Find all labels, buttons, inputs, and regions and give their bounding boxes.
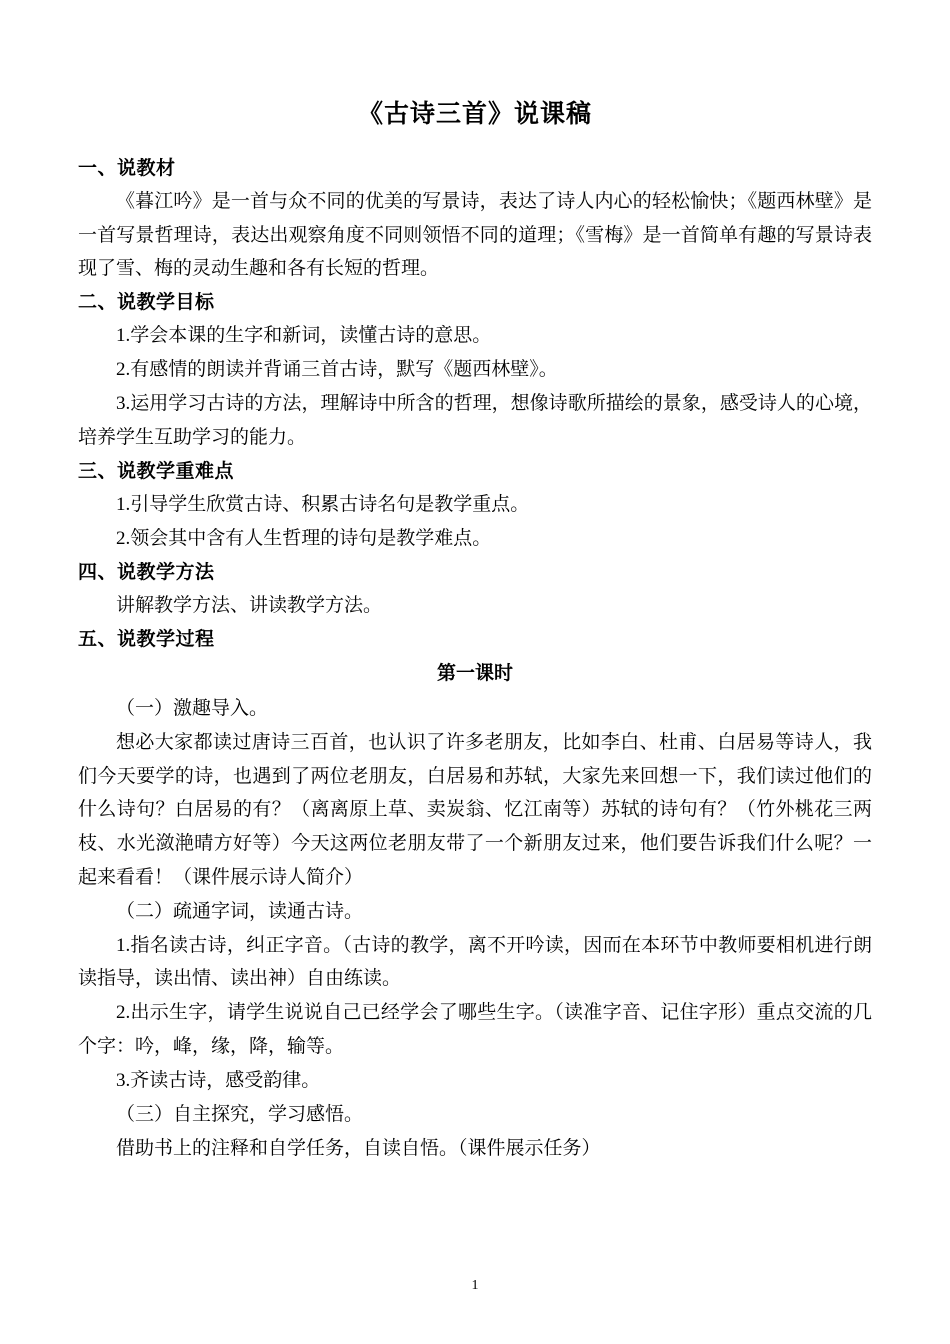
section-2-paragraph-3: 3.运用学习古诗的方法，理解诗中所含的哲理，想像诗歌所描绘的景象，感受诗人的心境，培养学生互助学习的能力。 [78, 393, 872, 448]
section-3-paragraph-1: 1.引导学生欣赏古诗、积累古诗名句是教学重点。 [116, 493, 530, 515]
section-5-paragraph-4: 1.指名读古诗，纠正字音。（古诗的教学，离不开吟读，因而在本环节中教师要相机进行朗读指导，读出情、读出神）自由练读。 [78, 934, 872, 990]
section-2-paragraph-1: 1.学会本课的生字和新词，读懂古诗的意思。 [116, 325, 492, 347]
section-heading-2: 二、说教学目标 [78, 292, 215, 314]
section-5-subheading: 第一课时 [436, 662, 513, 684]
section-5-paragraph-8: 借助书上的注释和自学任务，自读自悟。（课件展示任务） [116, 1137, 601, 1159]
page-title: 《古诗三首》说课稿 [357, 101, 592, 128]
section-4-paragraph-1: 讲解教学方法、讲读教学方法。 [116, 594, 383, 616]
section-5-paragraph-5: 2.出示生字，请学生说说自己已经学会了哪些生字。（读准字音、记住字形）重点交流的几个字：吟，峰，缘，降，输等。 [78, 1002, 872, 1058]
section-1-paragraph-1: 《暮江吟》是一首与众不同的优美的写景诗，表达了诗人内心的轻松愉快；《题西林壁》是一首写景哲理诗，表达出观察角度不同则领悟不同的道理；《雪梅》是一首简单有趣的写景诗表现了雪、梅的灵动生趣和各有长短的哲理。 [78, 190, 872, 280]
section-5-paragraph-6: 3.齐读古诗，感受韵律。 [116, 1069, 321, 1091]
page-number: 1 [471, 1278, 479, 1293]
section-heading-3: 三、说教学重难点 [78, 460, 235, 482]
document-body [78, 152, 872, 1166]
section-5-paragraph-7: （三）自主探究，学习感悟。 [116, 1103, 364, 1125]
section-5-paragraph-3: （二）疏通字词，读通古诗。 [116, 900, 364, 922]
section-2-paragraph-2: 2.有感情的朗读并背诵三首古诗，默写《题西林壁》。 [116, 359, 558, 381]
section-heading-5: 五、说教学过程 [78, 628, 215, 650]
section-heading-4: 四、说教学方法 [78, 561, 215, 583]
section-5-paragraph-1: （一）激趣导入。 [116, 697, 269, 719]
section-heading-1: 一、说教材 [78, 157, 176, 179]
section-3-paragraph-2: 2.领会其中含有人生哲理的诗句是教学难点。 [116, 527, 492, 549]
section-5-paragraph-2: 想必大家都读过唐诗三百首，也认识了许多老朋友，比如李白、杜甫、白居易等诗人，我们今天要学的诗，也遇到了两位老朋友，白居易和苏轼，大家先来回想一下，我们读过他们的什么诗句？白居易的有？（离离原上草、卖炭翁、忆江南等）苏轼的诗句有？（竹外桃花三两枝、水光潋滟晴方好等）今天这两位老朋友带了一个新朋友过来，他们要告诉我们什么呢？一起来看看！（课件展示诗人简介） [78, 731, 872, 889]
